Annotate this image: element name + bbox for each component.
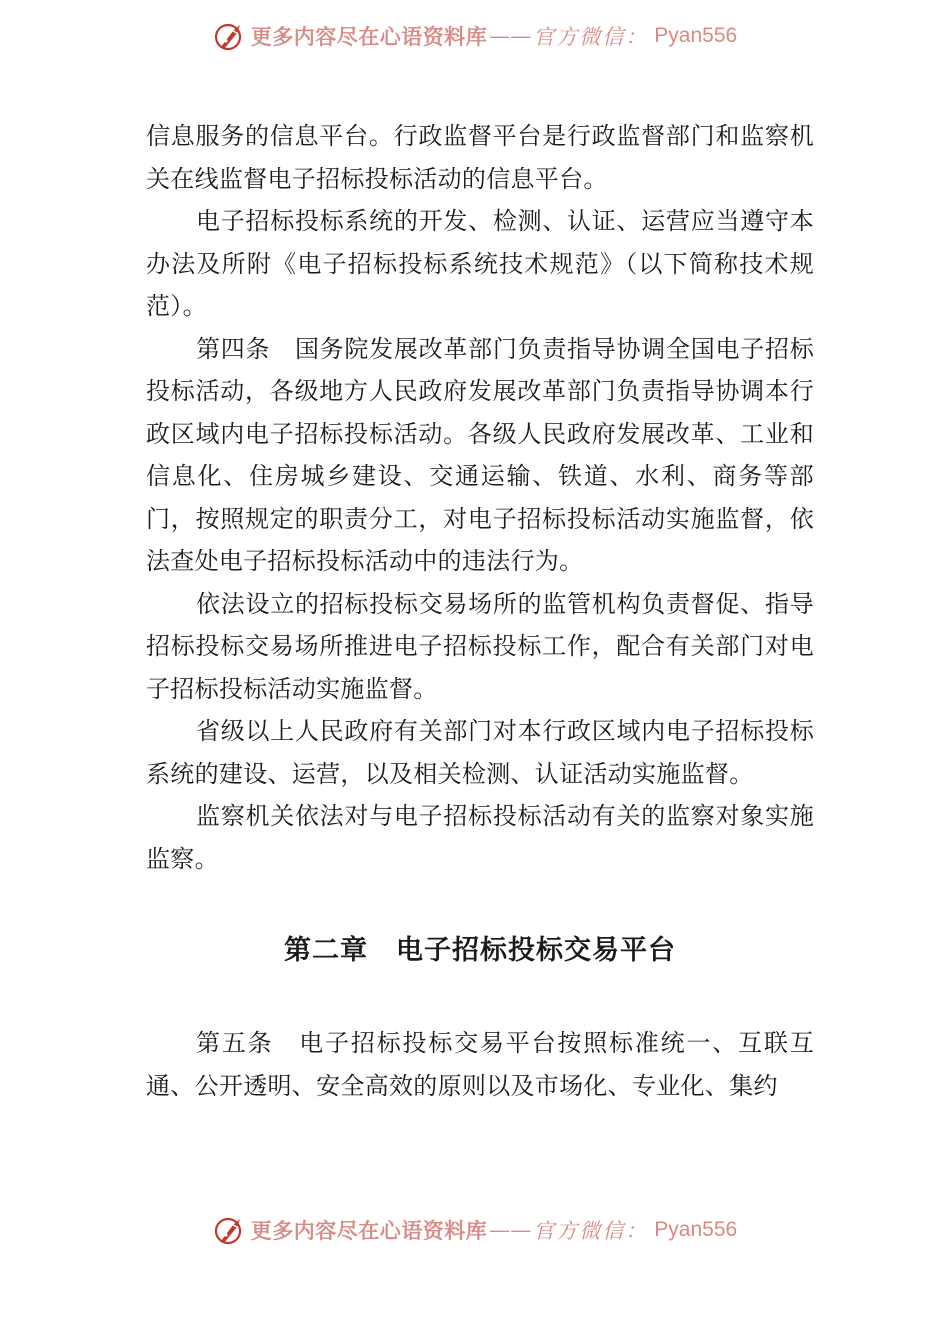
paragraph-article-4: 第四条 国务院发展改革部门负责指导协调全国电子招标投标活动，各级地方人民政府发展改革部门负责指导协调本行政区域内电子招标投标活动。各级人民政府发展改革、工业和信息化、住房城乡建设、交通运输、铁道、水利、商务等部门，按照规定的职责分工，对电子招标投标活动实施监督，依法查处电子招标投标活动中的违法行为。 bbox=[146, 334, 814, 575]
watermark-wechat-id: Pyan556 bbox=[654, 1218, 738, 1241]
paragraph-continuation: 信息服务的信息平台。行政监督平台是行政监督部门和监察机关在线监督电子招标投标活动的信息平台。 bbox=[146, 122, 814, 193]
paragraph-article-5: 第五条 电子招标投标交易平台按照标准统一、互联互通、公开透明、安全高效的原则以及市场化、专业化、集约 bbox=[146, 1029, 814, 1100]
chapter-heading: 第二章 电子招标投标交易平台 bbox=[284, 935, 676, 966]
pen-nib-logo-icon bbox=[213, 1213, 247, 1247]
paragraph-trading-venue-supervision: 依法设立的招标投标交易场所的监管机构负责督促、指导招标投标交易场所推进电子招标投标工作，配合有关部门对电子招标投标活动实施监督。 bbox=[146, 589, 814, 703]
watermark-separator: —— bbox=[489, 1218, 532, 1242]
watermark-wechat-label: 官方微信： bbox=[533, 1219, 649, 1243]
watermark-brand-text: 更多内容尽在心语资料库 bbox=[250, 24, 488, 49]
header-watermark bbox=[0, 16, 950, 56]
paragraph-provincial-supervision: 省级以上人民政府有关部门对本行政区域内电子招标投标系统的建设、运营，以及相关检测、认证活动实施监督。 bbox=[146, 717, 814, 788]
footer-watermark bbox=[0, 1210, 950, 1250]
pen-nib-logo-icon bbox=[213, 19, 247, 53]
paragraph-supervisory-organs: 监察机关依法对与电子招标投标活动有关的监察对象实施监察。 bbox=[146, 802, 814, 873]
document-body bbox=[146, 115, 814, 1107]
watermark-brand-text: 更多内容尽在心语资料库 bbox=[250, 1218, 488, 1243]
watermark-wechat-label: 官方微信： bbox=[533, 25, 649, 49]
paragraph-system-norms: 电子招标投标系统的开发、检测、认证、运营应当遵守本办法及所附《电子招标投标系统技术规范》（以下简称技术规范）。 bbox=[146, 207, 814, 320]
watermark-wechat-id: Pyan556 bbox=[654, 24, 738, 47]
watermark-separator: —— bbox=[489, 24, 532, 48]
